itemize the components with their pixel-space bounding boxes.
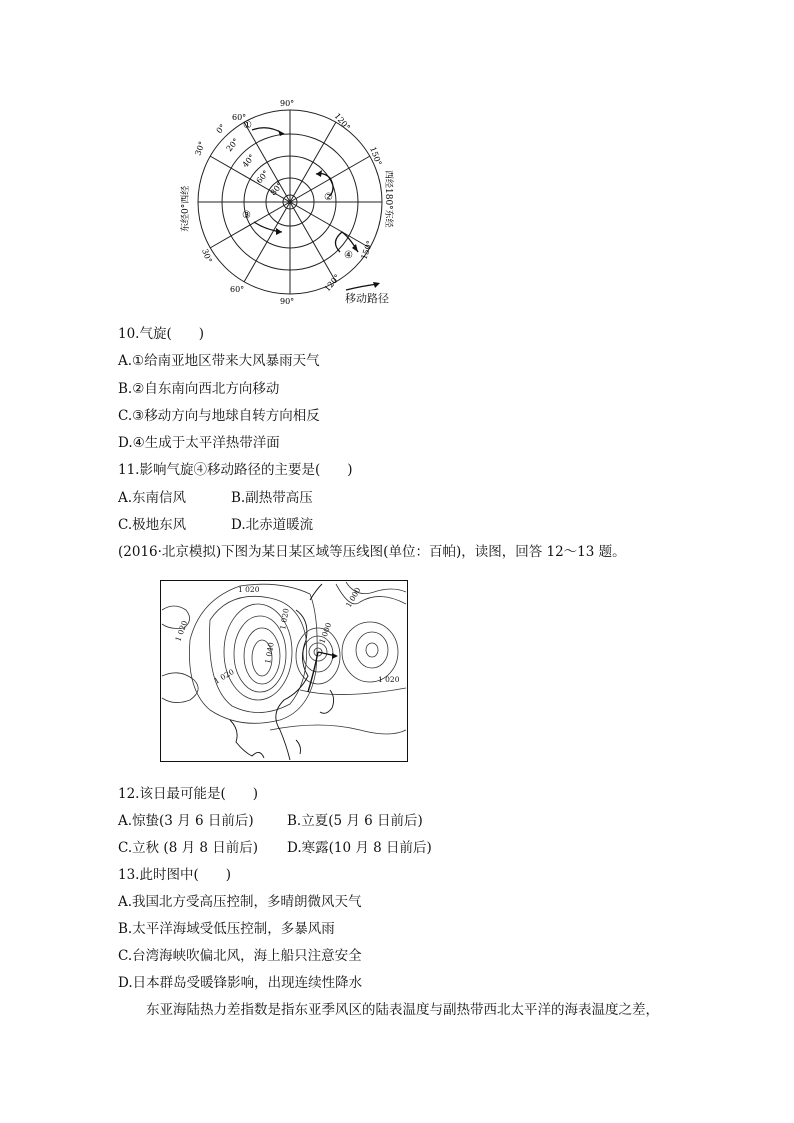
lon-label: 150° <box>359 239 375 261</box>
lat-label: 40° <box>240 152 257 170</box>
question-10-option-b: B.②自东南向西北方向移动 <box>118 381 280 397</box>
cyclone-marker: ① <box>243 120 252 131</box>
isobar-label: 1 000 <box>317 621 334 645</box>
east-label: 西经180°东经 <box>383 170 393 228</box>
lon-label: 30° <box>193 140 207 157</box>
question-10-option-a: A.①给南亚地区带来大风暴雨天气 <box>118 353 320 369</box>
lon-label: 30° <box>200 247 214 265</box>
question-11-option-d: D.北赤道暖流 <box>231 517 314 533</box>
question-10-stem: 10.气旋( ) <box>118 326 205 342</box>
question-11-option-a: A.东南信风 <box>118 490 187 506</box>
west-label: 东经0°西经 <box>181 185 191 232</box>
isobar-label: 1 020 <box>212 667 236 686</box>
question-12-stem: 12.该日最可能是( ) <box>118 786 259 802</box>
question-13-stem: 13.此时图中( ) <box>118 867 232 883</box>
legend-label: 移动路径 <box>345 292 389 305</box>
lon-label: 150° <box>368 145 384 167</box>
lat-label: 80° <box>268 180 285 198</box>
cyclone-marker: ③ <box>242 210 251 221</box>
question-11-option-c: C.极地东风 <box>118 517 187 533</box>
lon-label: 90° <box>280 99 295 108</box>
isobar-label: 1 000 <box>343 585 363 609</box>
question-intro: (2016·北京模拟)下图为某日某区域等压线图(单位：百帕)，读图，回答 12～13 题。 <box>118 544 626 560</box>
isobar-label: 1 020 <box>378 675 400 684</box>
question-13-option-a: A.我国北方受高压控制，多晴朗微风天气 <box>118 894 362 910</box>
isobar-label: 1 040 <box>263 641 276 665</box>
lat-label: 60° <box>254 168 271 186</box>
question-10-option-c: C.③移动方向与地球自转方向相反 <box>118 408 320 424</box>
trailing-paragraph: 东亚海陆热力差指数是指东亚季风区的陆表温度与副热带西北太平洋的海表温度之差， <box>146 1002 659 1018</box>
question-11-option-b: B.副热带高压 <box>231 490 313 506</box>
question-12-option-b: B.立夏(5 月 6 日前后) <box>287 813 423 829</box>
isobar-map-figure <box>160 580 408 762</box>
isobar-label: 1 020 <box>173 619 190 643</box>
question-12-option-d: D.寒露(10 月 8 日前后) <box>287 840 432 856</box>
isobar-label: 1 020 <box>278 607 291 631</box>
question-10-option-d: D.④生成于太平洋热带洋面 <box>118 435 280 451</box>
lat-label: 0° <box>214 122 228 136</box>
lon-label: 90° <box>280 297 295 306</box>
question-11-stem: 11.影响气旋④移动路径的主要是( ) <box>118 462 353 478</box>
lon-label: 60° <box>230 285 245 294</box>
isobar-label: 1 020 <box>238 585 260 594</box>
lon-label: 60° <box>232 113 247 122</box>
lon-label: 120° <box>322 272 342 294</box>
polar-map-figure <box>180 92 400 312</box>
question-12-option-a: A.惊蛰(3 月 6 日前后) <box>118 813 254 829</box>
question-13-option-d: D.日本群岛受暖锋影响，出现连续性降水 <box>118 975 363 991</box>
cyclone-marker: ④ <box>344 250 353 261</box>
cyclone-marker: ② <box>324 192 333 203</box>
lat-label: 20° <box>224 136 241 154</box>
question-12-option-c: C.立秋 (8 月 8 日前后) <box>118 840 259 856</box>
question-13-option-c: C.台湾海峡吹偏北风，海上船只注意安全 <box>118 948 362 964</box>
question-13-option-b: B.太平洋海域受低压控制，多暴风雨 <box>118 921 335 937</box>
lon-label: 120° <box>332 111 352 133</box>
